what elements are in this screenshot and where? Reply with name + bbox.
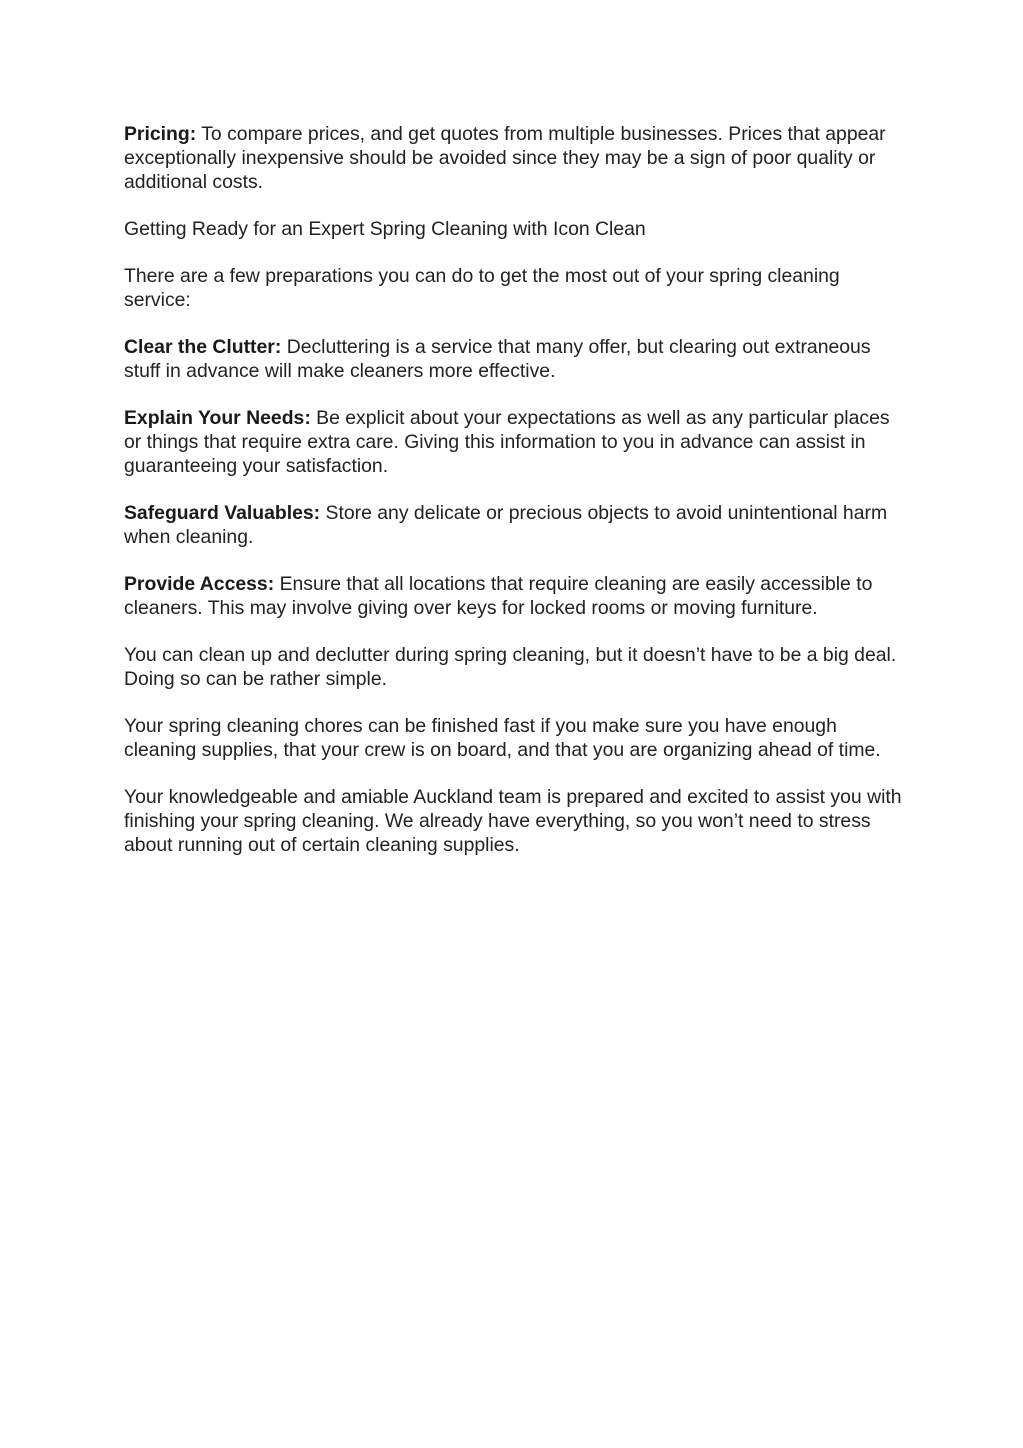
- paragraph-label: Safeguard Valuables:: [124, 502, 321, 524]
- paragraph-text: There are a few preparations you can do to get the most out of your spring cleaning service:: [124, 265, 840, 311]
- paragraph-text: Your spring cleaning chores can be finished fast if you make sure you have enough cleaning supplies, that your crew is on board, and that you are organizing ahead of time.: [124, 715, 881, 761]
- paragraph-text: Decluttering is a service that many offer, but clearing out extraneous stuff in advance will make cleaners more effective.: [124, 336, 871, 382]
- paragraph-provide-access: [124, 572, 904, 620]
- paragraph-text: You can clean up and declutter during spring cleaning, but it doesn’t have to be a big deal. Doing so can be rather simple.: [124, 644, 897, 690]
- paragraph-text: Getting Ready for an Expert Spring Cleaning with Icon Clean: [124, 218, 646, 240]
- paragraph-label: Explain Your Needs:: [124, 407, 311, 429]
- paragraph-text: To compare prices, and get quotes from multiple businesses. Prices that appear exceptionally inexpensive should be avoided since they may be a sign of poor quality or additional costs.: [124, 123, 886, 193]
- paragraph-explain-needs: [124, 406, 904, 478]
- paragraph-text: Ensure that all locations that require cleaning are easily accessible to cleaners. This may involve giving over keys for locked rooms or moving furniture.: [124, 573, 873, 619]
- paragraph-label: Provide Access:: [124, 573, 275, 595]
- paragraph-intro: [124, 264, 904, 312]
- document-page: [124, 122, 904, 880]
- paragraph-safeguard-valuables: [124, 501, 904, 549]
- paragraph-clear-clutter: [124, 335, 904, 383]
- paragraph-label: Clear the Clutter:: [124, 336, 282, 358]
- paragraph-text: Store any delicate or precious objects to avoid unintentional harm when cleaning.: [124, 502, 888, 548]
- paragraph-auckland-team: [124, 785, 904, 857]
- paragraph-chores: [124, 714, 904, 762]
- paragraph-pricing: [124, 122, 904, 194]
- paragraph-label: Pricing:: [124, 123, 197, 145]
- section-heading: [124, 217, 904, 241]
- paragraph-text: Be explicit about your expectations as well as any particular places or things that require extra care. Giving this information to you in advance can assist in guaranteeing your satisfaction.: [124, 407, 890, 477]
- paragraph-text: Your knowledgeable and amiable Auckland team is prepared and excited to assist you with finishing your spring cleaning. We already have everything, so you won’t need to stress about running out of certain cleaning supplies.: [124, 786, 902, 856]
- paragraph-declutter: [124, 643, 904, 691]
